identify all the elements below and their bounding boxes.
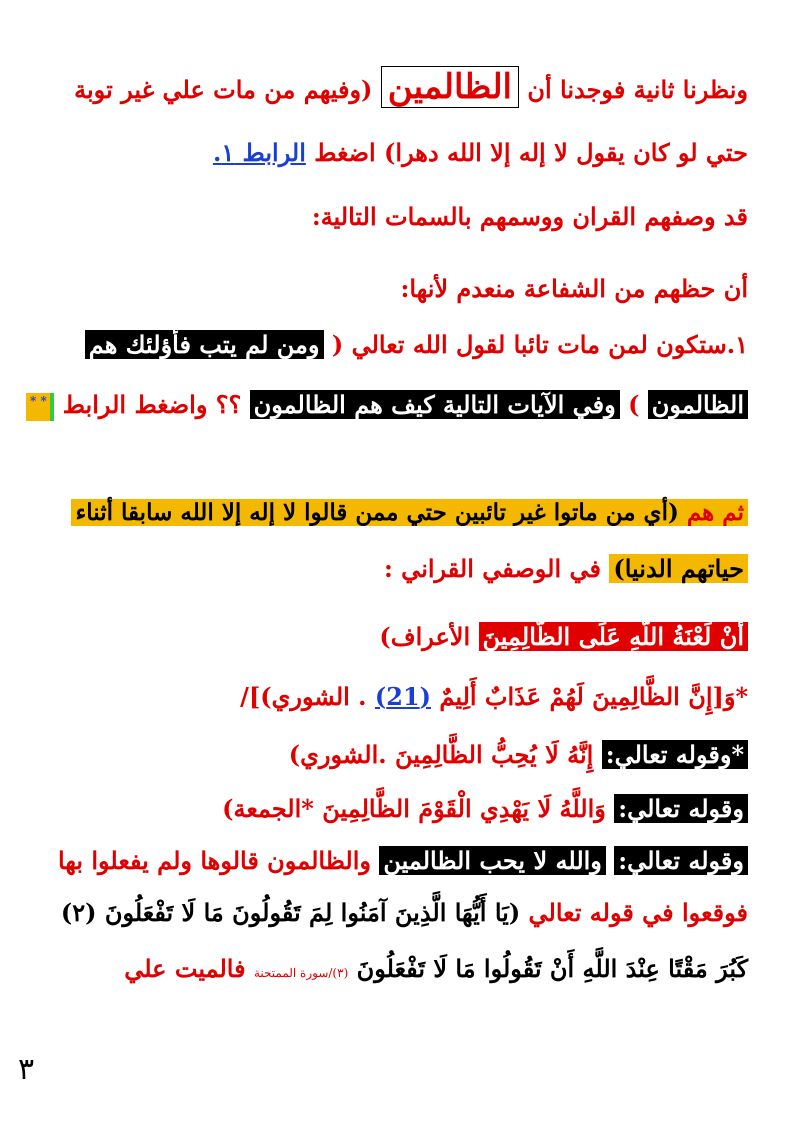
text-run: ؟؟ واضغط الرابط — [62, 390, 242, 419]
text-run: ١.ستكون لمن مات تائبا لقول الله تعالي ( — [331, 330, 748, 359]
highlighted-text: ثم هم — [683, 499, 748, 526]
boxed-word: الظالمين — [381, 66, 519, 108]
text-run: حتي لو كان يقول لا إله إلا الله دهرا) اضغط — [314, 138, 748, 167]
paragraph-line — [289, 732, 748, 778]
page-number: ٣ — [18, 1052, 35, 1087]
text-run: *الجمعة) — [222, 794, 314, 823]
paragraph-line — [71, 490, 748, 536]
highlighted-text: ومن لم يتب فأؤلئك هم — [85, 330, 324, 359]
highlighted-text: *وقوله تعالي: — [602, 740, 748, 769]
verse-text: كَبُرَ مَقْتًا عِنْدَ اللَّهِ أَنْ تَقُولُوا مَا لَا تَفْعَلُونَ — [356, 954, 748, 983]
paragraph-line — [61, 890, 748, 936]
highlighted-verse: أَنْ لَعْنَةُ اللَّهِ عَلَى الظَّالِمِينَ — [479, 622, 748, 651]
text-run: فوقعوا في قوله تعالي — [528, 898, 748, 927]
text-run: ) — [628, 390, 640, 419]
paragraph-line — [213, 130, 748, 176]
text-run: فالميت علي — [124, 954, 246, 983]
paragraph-line: قد وصفهم القران ووسمهم بالسمات التالية: — [311, 202, 748, 231]
paragraph-line — [124, 946, 748, 996]
text-run: والظالمون قالوها ولم يفعلوا بها — [57, 846, 371, 875]
text-run: ونظرنا ثانية فوجدنا أن — [527, 75, 748, 104]
link-marker[interactable]: * * — [26, 393, 54, 421]
paragraph-line: أن حظهم من الشفاعة منعدم لأنها: — [400, 274, 748, 303]
verse-text: (يَا أَيُّهَا الَّذِينَ آمَنُوا لِمَ تَقُولُونَ مَا لَا تَفْعَلُونَ (٢) — [60, 898, 521, 927]
paragraph-line — [58, 838, 748, 884]
highlighted-text: وفي الآيات التالية كيف هم الظالمون — [250, 390, 620, 419]
text-run: .الشوري) — [288, 740, 387, 769]
verse-text: وَاللَّهُ لَا يَهْدِي الْقَوْمَ الظَّالِمِينَ — [322, 794, 606, 823]
text-run: . الشوري)]/ — [240, 682, 367, 711]
text-run: *وَ[إِنَّ الظَّالِمِينَ لَهُمْ عَذَابٌ أَلِيمٌ — [439, 682, 748, 711]
paragraph-line — [85, 322, 748, 368]
paragraph-line — [379, 614, 748, 660]
highlighted-text: وقوله تعالي: — [614, 846, 748, 875]
surah-reference: (٣)/سورة الممتحنة — [253, 966, 349, 980]
paragraph-line — [240, 674, 748, 720]
paragraph-line — [26, 382, 748, 428]
highlighted-text: الظالمون — [648, 390, 748, 419]
text-run: الأعراف) — [379, 622, 471, 651]
verse-number-link[interactable]: (21) — [374, 682, 432, 711]
paragraph-line — [384, 546, 748, 592]
highlighted-text: وقوله تعالي: — [614, 794, 748, 823]
highlighted-text: (أي من ماتوا غير تائبين حتي ممن قالوا لا إله إلا الله سابقا أثناء — [71, 499, 682, 526]
link-rabit-1[interactable]: الرابط ١. — [212, 138, 306, 167]
paragraph-line — [222, 786, 748, 832]
verse-text: إِنَّهُ لَا يُحِبُّ الظَّالِمِينَ — [394, 740, 594, 769]
text-run: في الوصفي القراني : — [383, 554, 601, 583]
paragraph-line — [74, 64, 748, 113]
highlighted-text: حياتهم الدنيا) — [609, 554, 748, 583]
highlighted-text: والله لا يحب الظالمين — [379, 846, 606, 875]
text-run: (وفيهم من مات علي غير توبة — [74, 75, 373, 104]
